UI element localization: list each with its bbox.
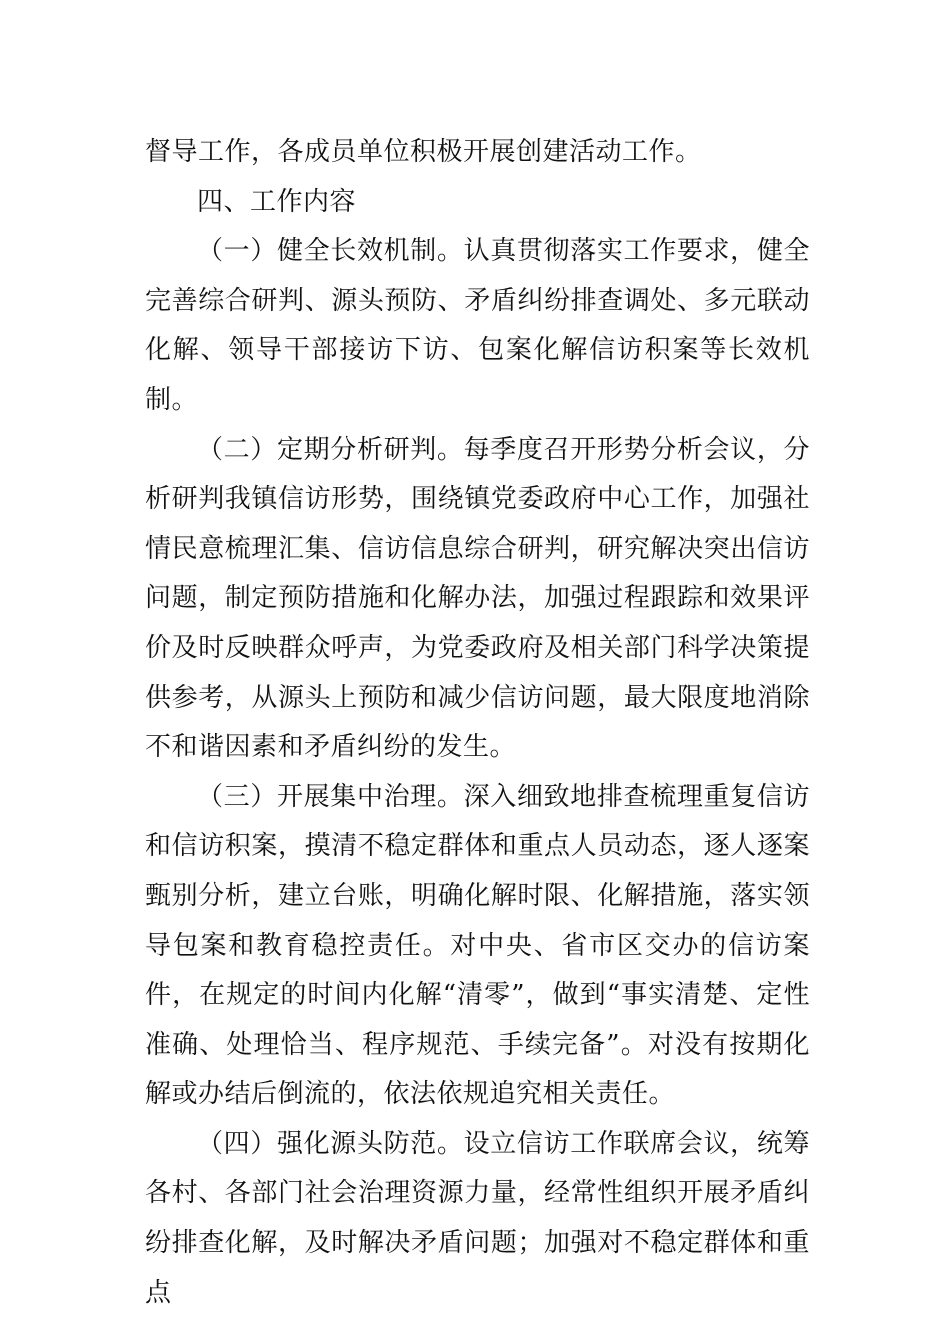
document-body bbox=[145, 128, 810, 1318]
section-heading-work-content: 四、工作内容 bbox=[197, 186, 357, 217]
paragraph-continuation: 督导工作，各成员单位积极开展创建活动工作。 bbox=[145, 137, 702, 167]
paragraph-item-3: （三）开展集中治理。深入细致地排查梳理重复信访和信访积案，摸清不稳定群体和重点人员动态，逐人逐案甄别分析，建立台账，明确化解时限、化解措施，落实领导包案和教育稳控责任。对中央、省市区交办的信访案件，在规定的时间内化解“清零”，做到“事实清楚、定性准确、处理恰当、程序规范、手续完备”。对没有按期化解或办结后倒流的，依法依规追究相关责任。 bbox=[145, 781, 810, 1110]
paragraph-item-2: （二）定期分析研判。每季度召开形势分析会议，分析研判我镇信访形势，围绕镇党委政府中心工作，加强社情民意梳理汇集、信访信息综合研判，研究解决突出信访问题，制定预防措施和化解办法，加强过程跟踪和效果评价及时反映群众呼声，为党委政府及相关部门科学决策提供参考，从源头上预防和减少信访问题，最大限度地消除不和谐因素和矛盾纠纷的发生。 bbox=[145, 434, 810, 763]
paragraph-item-4: （四）强化源头防范。设立信访工作联席会议，统筹各村、各部门社会治理资源力量，经常性组织开展矛盾纠纷排查化解，及时解决矛盾问题；加强对不稳定群体和重点 bbox=[145, 1128, 810, 1308]
paragraph-item-1: （一）健全长效机制。认真贯彻落实工作要求，健全完善综合研判、源头预防、矛盾纠纷排查调处、多元联动化解、领导干部接访下访、包案化解信访积案等长效机制。 bbox=[145, 236, 810, 415]
